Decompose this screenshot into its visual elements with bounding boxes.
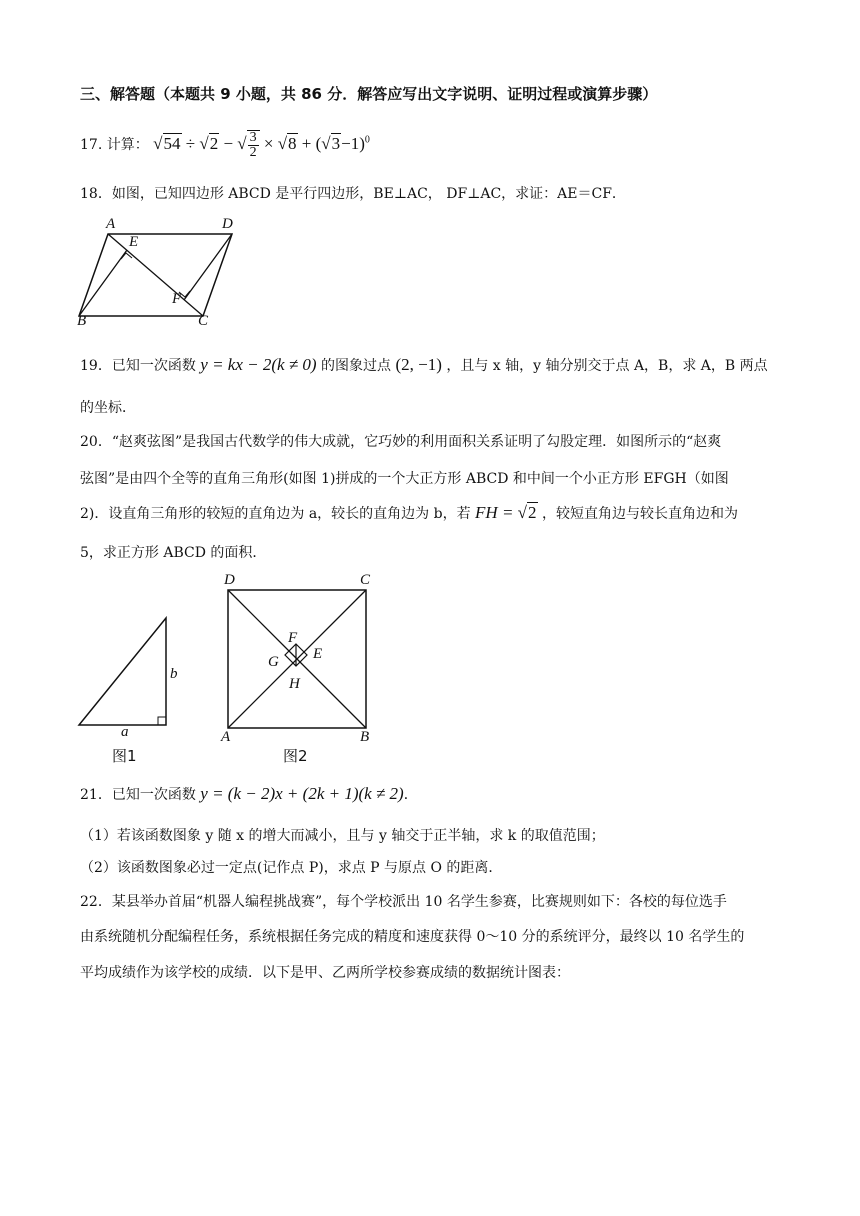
question-22-line3: 平均成绩作为该学校的成绩．以下是甲、乙两所学校参赛成绩的数据统计图表： [80, 965, 570, 981]
right-triangle [79, 618, 166, 725]
fig1-label-a: a [121, 724, 129, 740]
fig1-caption: 图1 [112, 747, 137, 765]
q19-function: y = kx − 2(k ≠ 0) [200, 355, 317, 374]
label-c: C [198, 313, 209, 329]
section-heading: 三、解答题（本题共 9 小题，共 86 分．解答应写出文字说明、证明过程或演算步骤） [80, 85, 658, 103]
label-a: A [106, 216, 116, 232]
label-d: D [222, 216, 233, 232]
q21-function: y = (k − 2)x + (2k + 1)(k ≠ 2) [200, 784, 404, 803]
fig2-label-c: C [360, 572, 371, 588]
fig2-label-h: H [289, 676, 300, 692]
fig1-label-b: b [170, 666, 178, 682]
fig2-label-b: B [360, 729, 370, 745]
question-21-part1: （1）若该函数图象 y 随 x 的增大而减小，且与 y 轴交于正半轴，求 k 的取值范围； [80, 828, 605, 844]
q17-prefix: 计算： [106, 136, 149, 153]
right-angle-marker [158, 717, 166, 725]
question-20-line1: 20．“赵爽弦图”是我国古代数学的伟大成就，它巧妙的利用面积关系证明了勾股定理．如图所示的“赵爽 [80, 434, 722, 450]
question-21-line1: 21．已知一次函数 y = (k − 2)x + (2k + 1)(k ≠ 2)． [80, 784, 418, 803]
q17-expression: $√54 \div √2 - √\frac{3}{2} \times √8 + (√3-1)^0$ [153, 130, 370, 160]
diagonal-ac [108, 234, 203, 316]
label-f: F [172, 291, 182, 307]
fig2-label-e: E [313, 646, 323, 662]
zhao-shuang-figure [220, 582, 380, 742]
question-20-line3: 2)．设直角三角形的较短的直角边为 a，较长的直角边为 b，若 FH = √2 ，较短直角边与较长直角边和为 [80, 503, 738, 522]
question-22-line1: 22．某县举办首届“机器人编程挑战赛”，每个学校派出 10 名学生参赛，比赛规则如下：各校的每位选手 [80, 894, 727, 910]
question-19-line2: 的坐标． [80, 400, 136, 416]
question-20-line2: 弦图”是由四个全等的直角三角形(如图 1)拼成的一个大正方形 ABCD 和中间一个小正方形 EFGH（如图 [80, 471, 729, 487]
fig2-label-f: F [288, 630, 298, 646]
label-e: E [129, 234, 139, 250]
segment-be [79, 250, 127, 316]
question-19-line1: 19．已知一次函数 y = kx − 2(k ≠ 0) 的图象过点 (2, −1) ，且与 x 轴，y 轴分别交于点 A，B，求 A，B 两点 [80, 355, 768, 374]
segment-df [184, 234, 232, 300]
question-20-line4: 5，求正方形 ABCD 的面积． [80, 545, 267, 561]
question-21-part2: （2）该函数图象必过一定点(记作点 P)，求点 P 与原点 O 的距离． [80, 860, 503, 876]
fig2-label-g: G [268, 654, 279, 670]
right-triangle-figure [75, 612, 175, 732]
q19-point: (2, −1) [395, 355, 442, 374]
question-17 [80, 130, 370, 160]
q17-number: 17. [80, 136, 103, 153]
fig2-caption: 图2 [283, 747, 308, 765]
fig2-label-d: D [224, 572, 235, 588]
label-b: B [77, 313, 87, 329]
question-22-line2: 由系统随机分配编程任务，系统根据任务完成的精度和速度获得 0～10 分的系统评分，最终以 10 名学生的 [80, 929, 745, 945]
question-18-text: 18．如图，已知四边形 ABCD 是平行四边形，BE⊥AC， DF⊥AC，求证：AE＝CF． [80, 186, 626, 202]
fig2-label-a: A [221, 729, 231, 745]
